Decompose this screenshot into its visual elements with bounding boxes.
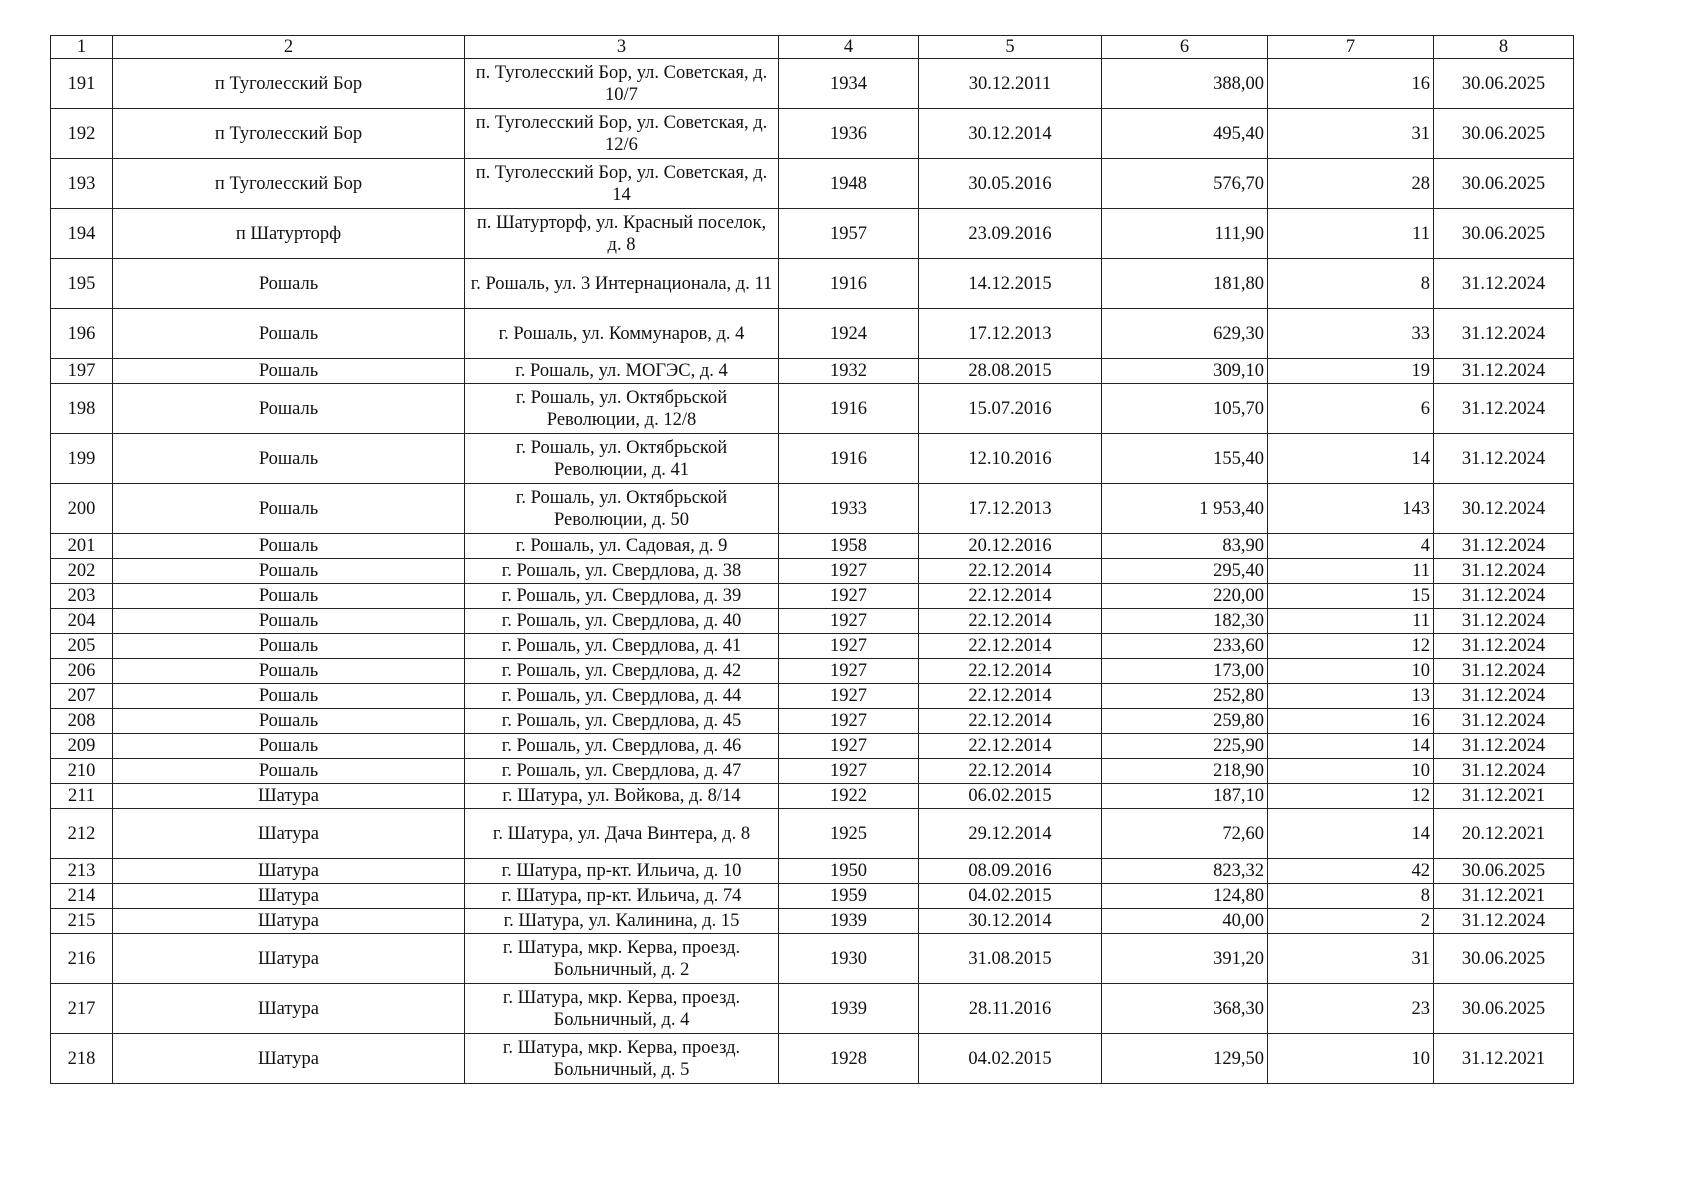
count-cell: 8 [1268,259,1434,309]
year-built-cell: 1939 [779,984,919,1034]
settlement-cell: п Туголесский Бор [113,59,465,109]
row-number-cell: 217 [51,984,113,1034]
count-cell: 11 [1268,209,1434,259]
count-cell: 31 [1268,934,1434,984]
table-row [51,59,1574,109]
date-cell: 30.05.2016 [919,159,1102,209]
year-built-cell: 1936 [779,109,919,159]
year-built-cell: 1928 [779,1034,919,1084]
year-built-cell: 1925 [779,809,919,859]
count-cell: 13 [1268,684,1434,709]
count-cell: 16 [1268,709,1434,734]
area-cell: 83,90 [1102,534,1268,559]
table-row [51,309,1574,359]
address-cell: г. Рошаль, ул. Октябрьской Революции, д. 12/8 [465,384,779,434]
settlement-cell: Рошаль [113,309,465,359]
count-cell: 11 [1268,609,1434,634]
count-cell: 6 [1268,384,1434,434]
address-cell: п. Туголесский Бор, ул. Советская, д. 12/6 [465,109,779,159]
column-header-4: 4 [779,36,919,59]
table-row [51,359,1574,384]
deadline-cell: 30.12.2024 [1434,484,1574,534]
address-cell: г. Рошаль, ул. Свердлова, д. 44 [465,684,779,709]
count-cell: 143 [1268,484,1434,534]
row-number-cell: 211 [51,784,113,809]
row-number-cell: 206 [51,659,113,684]
count-cell: 14 [1268,734,1434,759]
settlement-cell: Рошаль [113,584,465,609]
address-cell: г. Рошаль, ул. Свердлова, д. 45 [465,709,779,734]
count-cell: 33 [1268,309,1434,359]
table-row [51,434,1574,484]
area-cell: 576,70 [1102,159,1268,209]
count-cell: 31 [1268,109,1434,159]
settlement-cell: Шатура [113,859,465,884]
count-cell: 12 [1268,634,1434,659]
address-cell: г. Шатура, ул. Войкова, д. 8/14 [465,784,779,809]
year-built-cell: 1927 [779,659,919,684]
date-cell: 22.12.2014 [919,559,1102,584]
address-cell: г. Рошаль, ул. Свердлова, д. 41 [465,634,779,659]
address-cell: г. Рошаль, ул. Свердлова, д. 39 [465,584,779,609]
row-number-cell: 205 [51,634,113,659]
settlement-cell: п Шатурторф [113,209,465,259]
date-cell: 20.12.2016 [919,534,1102,559]
address-cell: г. Шатура, мкр. Керва, проезд. Больничный, д. 5 [465,1034,779,1084]
deadline-cell: 31.12.2024 [1434,309,1574,359]
area-cell: 233,60 [1102,634,1268,659]
row-number-cell: 191 [51,59,113,109]
address-cell: г. Шатура, мкр. Керва, проезд. Больничный, д. 2 [465,934,779,984]
table-body [51,59,1574,1084]
row-number-cell: 196 [51,309,113,359]
deadline-cell: 30.06.2025 [1434,859,1574,884]
year-built-cell: 1933 [779,484,919,534]
address-cell: г. Шатура, мкр. Керва, проезд. Больничный, д. 4 [465,984,779,1034]
address-cell: г. Рошаль, ул. Садовая, д. 9 [465,534,779,559]
year-built-cell: 1930 [779,934,919,984]
count-cell: 16 [1268,59,1434,109]
row-number-cell: 210 [51,759,113,784]
row-number-cell: 192 [51,109,113,159]
deadline-cell: 31.12.2024 [1434,559,1574,584]
area-cell: 823,32 [1102,859,1268,884]
deadline-cell: 31.12.2024 [1434,684,1574,709]
settlement-cell: Шатура [113,984,465,1034]
count-cell: 4 [1268,534,1434,559]
column-header-6: 6 [1102,36,1268,59]
year-built-cell: 1958 [779,534,919,559]
deadline-cell: 30.06.2025 [1434,984,1574,1034]
count-cell: 10 [1268,659,1434,684]
table-row [51,884,1574,909]
date-cell: 12.10.2016 [919,434,1102,484]
row-number-cell: 212 [51,809,113,859]
year-built-cell: 1927 [779,609,919,634]
deadline-cell: 31.12.2024 [1434,584,1574,609]
table-row [51,159,1574,209]
settlement-cell: Рошаль [113,259,465,309]
area-cell: 218,90 [1102,759,1268,784]
area-cell: 629,30 [1102,309,1268,359]
settlement-cell: Шатура [113,1034,465,1084]
table-row [51,259,1574,309]
address-cell: г. Рошаль, ул. Коммунаров, д. 4 [465,309,779,359]
area-cell: 368,30 [1102,984,1268,1034]
count-cell: 14 [1268,434,1434,484]
year-built-cell: 1950 [779,859,919,884]
settlement-cell: Рошаль [113,709,465,734]
date-cell: 14.12.2015 [919,259,1102,309]
address-cell: п. Туголесский Бор, ул. Советская, д. 14 [465,159,779,209]
count-cell: 28 [1268,159,1434,209]
date-cell: 22.12.2014 [919,759,1102,784]
area-cell: 129,50 [1102,1034,1268,1084]
row-number-cell: 207 [51,684,113,709]
area-cell: 124,80 [1102,884,1268,909]
settlement-cell: Шатура [113,909,465,934]
count-cell: 12 [1268,784,1434,809]
area-cell: 72,60 [1102,809,1268,859]
column-number-row [51,36,1574,59]
deadline-cell: 30.06.2025 [1434,109,1574,159]
column-header-5: 5 [919,36,1102,59]
date-cell: 22.12.2014 [919,684,1102,709]
count-cell: 23 [1268,984,1434,1034]
area-cell: 225,90 [1102,734,1268,759]
area-cell: 181,80 [1102,259,1268,309]
year-built-cell: 1934 [779,59,919,109]
row-number-cell: 197 [51,359,113,384]
row-number-cell: 204 [51,609,113,634]
table-row [51,584,1574,609]
table-row [51,709,1574,734]
deadline-cell: 31.12.2024 [1434,659,1574,684]
deadline-cell: 31.12.2024 [1434,359,1574,384]
date-cell: 31.08.2015 [919,934,1102,984]
settlement-cell: Рошаль [113,484,465,534]
settlement-cell: Рошаль [113,534,465,559]
area-cell: 220,00 [1102,584,1268,609]
row-number-cell: 209 [51,734,113,759]
count-cell: 14 [1268,809,1434,859]
area-cell: 1 953,40 [1102,484,1268,534]
year-built-cell: 1927 [779,634,919,659]
settlement-cell: п Туголесский Бор [113,159,465,209]
date-cell: 17.12.2013 [919,484,1102,534]
date-cell: 17.12.2013 [919,309,1102,359]
area-cell: 391,20 [1102,934,1268,984]
table-row [51,759,1574,784]
row-number-cell: 213 [51,859,113,884]
settlement-cell: Рошаль [113,759,465,784]
row-number-cell: 216 [51,934,113,984]
area-cell: 155,40 [1102,434,1268,484]
date-cell: 04.02.2015 [919,884,1102,909]
settlement-cell: Шатура [113,809,465,859]
settlement-cell: Рошаль [113,684,465,709]
deadline-cell: 31.12.2024 [1434,434,1574,484]
deadline-cell: 31.12.2021 [1434,784,1574,809]
deadline-cell: 30.06.2025 [1434,159,1574,209]
table-row [51,734,1574,759]
deadline-cell: 31.12.2024 [1434,259,1574,309]
date-cell: 29.12.2014 [919,809,1102,859]
address-cell: г. Шатура, пр-кт. Ильича, д. 10 [465,859,779,884]
table-row [51,559,1574,584]
table-row [51,484,1574,534]
address-cell: г. Шатура, ул. Калинина, д. 15 [465,909,779,934]
date-cell: 06.02.2015 [919,784,1102,809]
deadline-cell: 31.12.2024 [1434,634,1574,659]
housing-register-table [50,35,1574,1084]
settlement-cell: Рошаль [113,359,465,384]
deadline-cell: 31.12.2024 [1434,609,1574,634]
year-built-cell: 1932 [779,359,919,384]
settlement-cell: Шатура [113,884,465,909]
table-row [51,1034,1574,1084]
deadline-cell: 31.12.2024 [1434,709,1574,734]
table-row [51,109,1574,159]
year-built-cell: 1927 [779,709,919,734]
count-cell: 10 [1268,1034,1434,1084]
row-number-cell: 203 [51,584,113,609]
address-cell: п. Туголесский Бор, ул. Советская, д. 10/7 [465,59,779,109]
row-number-cell: 208 [51,709,113,734]
settlement-cell: Рошаль [113,659,465,684]
date-cell: 08.09.2016 [919,859,1102,884]
settlement-cell: Рошаль [113,734,465,759]
table-row [51,534,1574,559]
deadline-cell: 31.12.2024 [1434,384,1574,434]
date-cell: 22.12.2014 [919,659,1102,684]
table-row [51,609,1574,634]
date-cell: 22.12.2014 [919,734,1102,759]
table-row [51,209,1574,259]
year-built-cell: 1948 [779,159,919,209]
deadline-cell: 31.12.2024 [1434,909,1574,934]
area-cell: 252,80 [1102,684,1268,709]
deadline-cell: 31.12.2024 [1434,734,1574,759]
area-cell: 259,80 [1102,709,1268,734]
date-cell: 28.11.2016 [919,984,1102,1034]
area-cell: 295,40 [1102,559,1268,584]
date-cell: 23.09.2016 [919,209,1102,259]
deadline-cell: 31.12.2024 [1434,759,1574,784]
settlement-cell: Рошаль [113,609,465,634]
table-row [51,984,1574,1034]
deadline-cell: 20.12.2021 [1434,809,1574,859]
address-cell: п. Шатурторф, ул. Красный поселок, д. 8 [465,209,779,259]
settlement-cell: Рошаль [113,384,465,434]
deadline-cell: 31.12.2024 [1434,534,1574,559]
address-cell: г. Рошаль, ул. Октябрьской Революции, д. 41 [465,434,779,484]
date-cell: 04.02.2015 [919,1034,1102,1084]
date-cell: 15.07.2016 [919,384,1102,434]
address-cell: г. Рошаль, ул. 3 Интернационала, д. 11 [465,259,779,309]
row-number-cell: 193 [51,159,113,209]
table-row [51,859,1574,884]
area-cell: 495,40 [1102,109,1268,159]
area-cell: 105,70 [1102,384,1268,434]
row-number-cell: 202 [51,559,113,584]
deadline-cell: 30.06.2025 [1434,59,1574,109]
count-cell: 2 [1268,909,1434,934]
table-row [51,659,1574,684]
settlement-cell: Рошаль [113,434,465,484]
row-number-cell: 199 [51,434,113,484]
date-cell: 22.12.2014 [919,609,1102,634]
date-cell: 30.12.2014 [919,909,1102,934]
count-cell: 19 [1268,359,1434,384]
date-cell: 30.12.2014 [919,109,1102,159]
deadline-cell: 31.12.2021 [1434,884,1574,909]
row-number-cell: 194 [51,209,113,259]
area-cell: 111,90 [1102,209,1268,259]
table-row [51,909,1574,934]
date-cell: 22.12.2014 [919,584,1102,609]
column-header-3: 3 [465,36,779,59]
settlement-cell: Рошаль [113,634,465,659]
year-built-cell: 1927 [779,559,919,584]
table-row [51,934,1574,984]
address-cell: г. Рошаль, ул. Свердлова, д. 47 [465,759,779,784]
settlement-cell: п Туголесский Бор [113,109,465,159]
year-built-cell: 1927 [779,759,919,784]
count-cell: 11 [1268,559,1434,584]
area-cell: 187,10 [1102,784,1268,809]
area-cell: 182,30 [1102,609,1268,634]
address-cell: г. Рошаль, ул. Свердлова, д. 40 [465,609,779,634]
settlement-cell: Шатура [113,934,465,984]
table-row [51,784,1574,809]
address-cell: г. Рошаль, ул. Октябрьской Революции, д. 50 [465,484,779,534]
row-number-cell: 215 [51,909,113,934]
table-row [51,634,1574,659]
settlement-cell: Рошаль [113,559,465,584]
area-cell: 40,00 [1102,909,1268,934]
column-header-8: 8 [1434,36,1574,59]
area-cell: 388,00 [1102,59,1268,109]
address-cell: г. Шатура, ул. Дача Винтера, д. 8 [465,809,779,859]
year-built-cell: 1916 [779,434,919,484]
address-cell: г. Рошаль, ул. Свердлова, д. 38 [465,559,779,584]
year-built-cell: 1939 [779,909,919,934]
year-built-cell: 1927 [779,684,919,709]
count-cell: 15 [1268,584,1434,609]
row-number-cell: 214 [51,884,113,909]
settlement-cell: Шатура [113,784,465,809]
table-row [51,384,1574,434]
row-number-cell: 200 [51,484,113,534]
address-cell: г. Рошаль, ул. Свердлова, д. 42 [465,659,779,684]
deadline-cell: 31.12.2021 [1434,1034,1574,1084]
deadline-cell: 30.06.2025 [1434,209,1574,259]
row-number-cell: 218 [51,1034,113,1084]
date-cell: 22.12.2014 [919,634,1102,659]
date-cell: 30.12.2011 [919,59,1102,109]
column-header-7: 7 [1268,36,1434,59]
address-cell: г. Рошаль, ул. Свердлова, д. 46 [465,734,779,759]
area-cell: 173,00 [1102,659,1268,684]
column-header-1: 1 [51,36,113,59]
row-number-cell: 201 [51,534,113,559]
year-built-cell: 1957 [779,209,919,259]
count-cell: 42 [1268,859,1434,884]
address-cell: г. Рошаль, ул. МОГЭС, д. 4 [465,359,779,384]
date-cell: 22.12.2014 [919,709,1102,734]
column-header-2: 2 [113,36,465,59]
table-row [51,684,1574,709]
year-built-cell: 1959 [779,884,919,909]
year-built-cell: 1927 [779,584,919,609]
year-built-cell: 1916 [779,259,919,309]
year-built-cell: 1924 [779,309,919,359]
area-cell: 309,10 [1102,359,1268,384]
table-row [51,809,1574,859]
count-cell: 10 [1268,759,1434,784]
year-built-cell: 1922 [779,784,919,809]
row-number-cell: 195 [51,259,113,309]
count-cell: 8 [1268,884,1434,909]
address-cell: г. Шатура, пр-кт. Ильича, д. 74 [465,884,779,909]
year-built-cell: 1916 [779,384,919,434]
row-number-cell: 198 [51,384,113,434]
year-built-cell: 1927 [779,734,919,759]
date-cell: 28.08.2015 [919,359,1102,384]
deadline-cell: 30.06.2025 [1434,934,1574,984]
